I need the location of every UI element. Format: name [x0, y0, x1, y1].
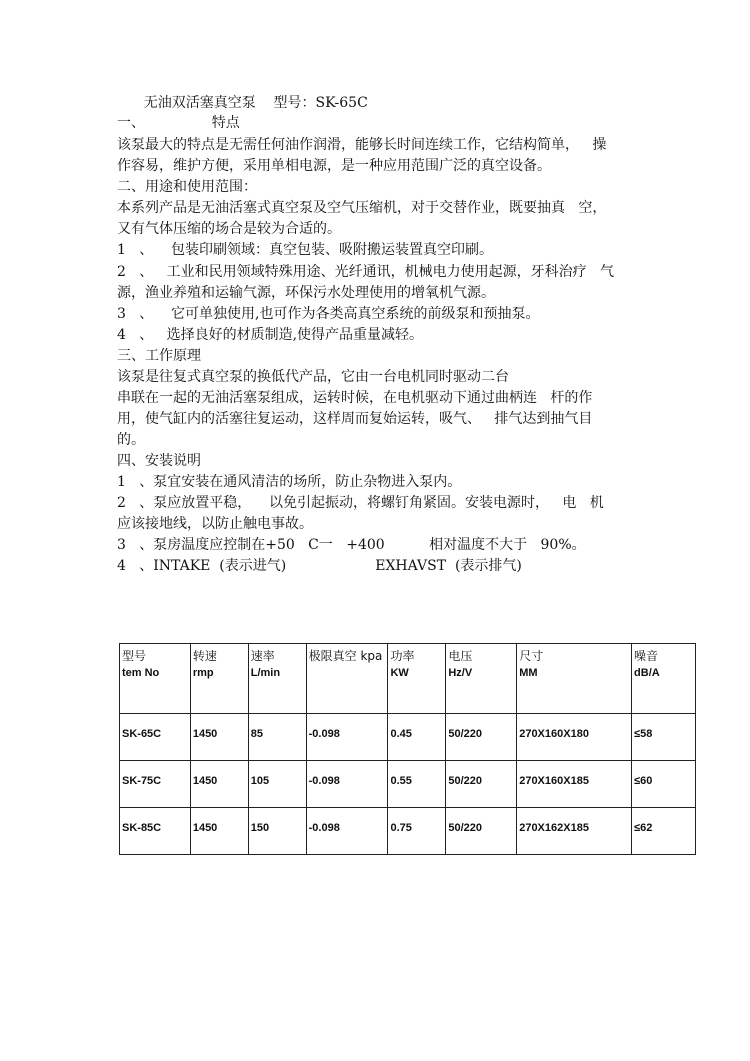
paragraph-line: 源，渔业养殖和运输气源，环保污水处理使用的增氧机气源。: [117, 285, 495, 301]
table-cell: SK-85C: [120, 808, 191, 855]
table-cell: 270X162X185: [517, 808, 632, 855]
table-cell: 1450: [190, 808, 248, 855]
header-cell: 极限真空 kpa: [306, 644, 388, 714]
table-row: [120, 761, 696, 808]
section-heading-installation: 四、安装说明: [117, 453, 201, 469]
list-item: 3 、泵房温度应控制在+50 C一 +400 相对温度不大于 90%。: [117, 537, 586, 553]
paragraph-line: 用，使气缸内的活塞往复运动，这样周而复始运转，吸气、 排气达到抽气目: [117, 411, 593, 427]
table-cell: SK-65C: [120, 714, 191, 761]
table-cell: -0.098: [306, 761, 388, 808]
paragraph-line: 该泵是往复式真空泵的换低代产品，它由一台电机同时驱动二台: [117, 369, 509, 385]
list-item: 2 、 工业和民用领域特殊用途、光纤通讯，机械电力使用起源，牙科治疗 气: [117, 264, 614, 280]
table-cell: 0.45: [388, 714, 446, 761]
header-cell: 电压 Hz/V: [446, 644, 517, 714]
paragraph-line: 该泵最大的特点是无需任何油作润滑，能够长时间连续工作，它结构简单， 操: [117, 137, 607, 153]
list-item: 4 、 选择良好的材质制造,使得产品重量减轻。: [117, 327, 424, 343]
table-cell: 270X160X185: [517, 761, 632, 808]
table-cell: -0.098: [306, 808, 388, 855]
paragraph-line: 的。: [117, 432, 145, 448]
header-cell: 型号 tem No: [120, 644, 191, 714]
table-cell: 0.55: [388, 761, 446, 808]
table-cell: 50/220: [446, 761, 517, 808]
table-cell: 1450: [190, 714, 248, 761]
table-cell: 50/220: [446, 714, 517, 761]
table-cell: 50/220: [446, 808, 517, 855]
list-item: 1 、泵宜安装在通风清洁的场所，防止杂物进入泵内。: [117, 474, 462, 490]
header-cell: 速率 L/min: [248, 644, 306, 714]
table-cell: ≤58: [632, 714, 696, 761]
list-item: 2 、泵应放置平稳， 以免引起振动，将螺钉角紧固。安装电源时， 电 机: [117, 495, 604, 511]
table-cell: 270X160X180: [517, 714, 632, 761]
header-cell: 尺寸 MM: [517, 644, 632, 714]
table-cell: SK-75C: [120, 761, 191, 808]
paragraph-line: 又有气体压缩的场合是较为合适的。: [117, 221, 341, 237]
table-cell: ≤60: [632, 761, 696, 808]
section-heading-usage: 二、用途和使用范围：: [117, 179, 257, 195]
header-cell: 功率 KW: [388, 644, 446, 714]
paragraph-line: 作容易，维护方便，采用单相电源，是一种应用范围广泛的真空设备。: [117, 158, 551, 174]
table-header-row: [120, 644, 696, 714]
table-row: [120, 808, 696, 855]
list-item: 3 、 它可单独使用,也可作为各类高真空系统的前级泵和预抽泵。: [117, 306, 540, 322]
header-cell: 噪音 dB/A: [632, 644, 696, 714]
list-item: 1 、 包装印刷领域：真空包装、吸附搬运装置真空印刷。: [117, 242, 494, 258]
header-cell: 转速 rmp: [190, 644, 248, 714]
section-heading-principle: 三、工作原理: [117, 348, 201, 364]
spec-table: [119, 643, 696, 855]
table-cell: 105: [248, 761, 306, 808]
document-title: 无油双活塞真空泵 型号：SK-65C: [117, 95, 368, 111]
section-heading-features: 一、 特点: [117, 115, 240, 131]
table-row: [120, 714, 696, 761]
paragraph-line: 串联在一起的无油活塞泵组成，运转时候，在电机驱动下通过曲柄连 杆的作: [117, 390, 593, 406]
paragraph-line: 应该接地线，以防止触电事故。: [117, 516, 313, 532]
list-item: 4 、INTAKE (表示进气) EXHAVST (表示排气): [117, 558, 522, 574]
table-cell: ≤62: [632, 808, 696, 855]
paragraph-line: 本系列产品是无油活塞式真空泵及空气压缩机，对于交替作业，既要抽真 空，: [117, 200, 607, 216]
table-cell: 85: [248, 714, 306, 761]
table-cell: -0.098: [306, 714, 388, 761]
table-cell: 150: [248, 808, 306, 855]
table-cell: 0.75: [388, 808, 446, 855]
table-cell: 1450: [190, 761, 248, 808]
